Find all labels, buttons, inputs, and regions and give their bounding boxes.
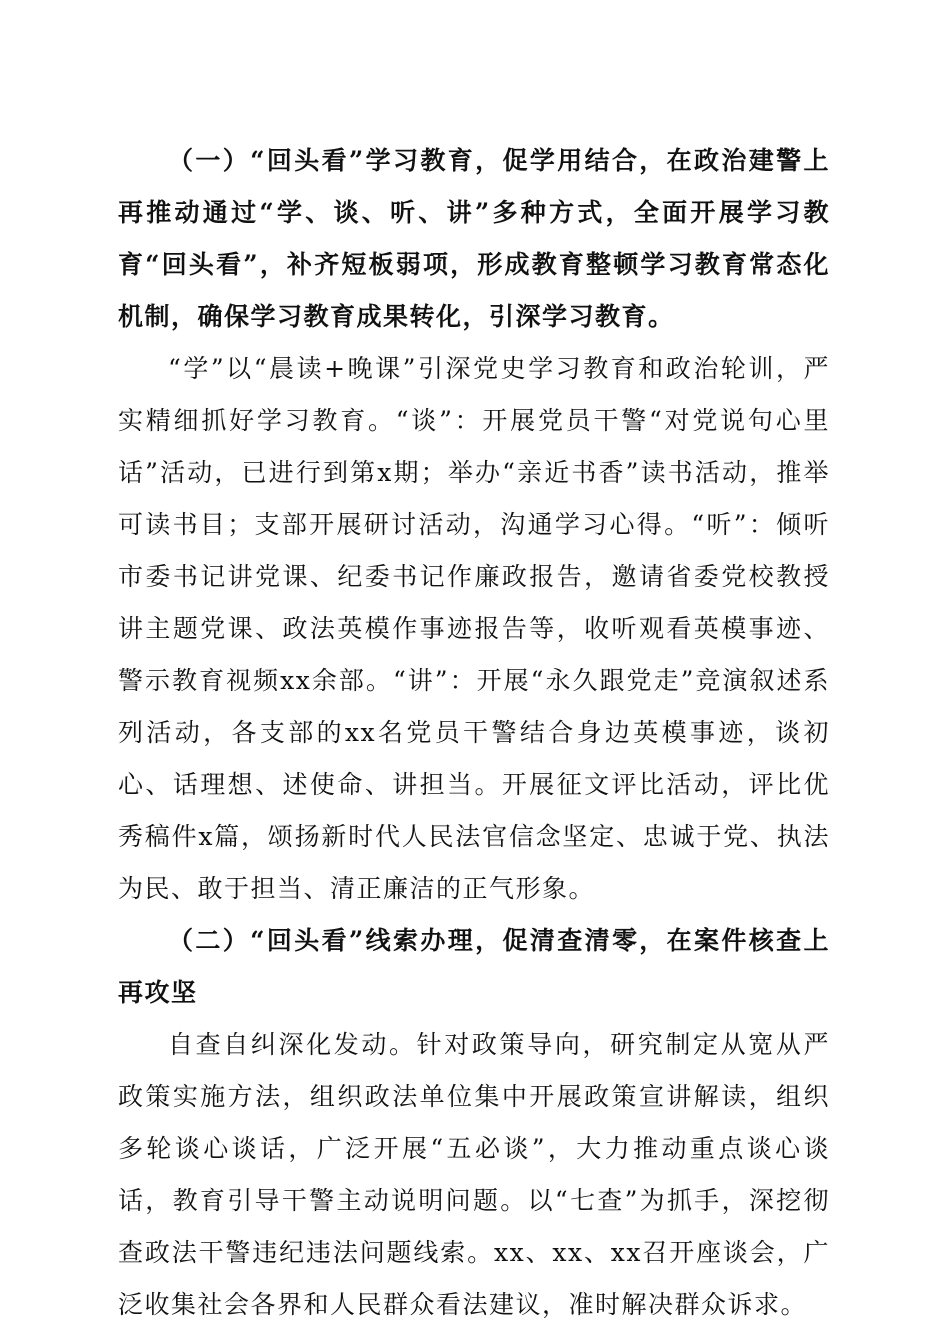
section-heading-1: （一）“回头看”学习教育，促学用结合，在政治建警上再推动通过“学、谈、听、讲”多种方式，全面开展学习教育“回头看”，补齐短板弱项，形成教育整顿学习教育常态化机制，确保学习教育成果转化，引深学习教育。 bbox=[118, 146, 830, 331]
section-heading-2: （二）“回头看”线索办理，促清查清零，在案件核查上再攻坚 bbox=[118, 926, 830, 1007]
body-paragraph-2: 自查自纠深化发动。针对政策导向，研究制定从宽从严政策实施方法，组织政法单位集中开展政策宣讲解读，组织多轮谈心谈话，广泛开展“五必谈”，大力推动重点谈心谈话，教育引导干警主动说明问题。以“七查”为抓手，深挖彻查政法干警违纪违法问题线索。xx、xx、xx召开座谈会，广泛收集社会各界和人民群众看法建议，准时解决群众诉求。 bbox=[118, 1030, 830, 1319]
document-body bbox=[118, 135, 830, 1331]
body-paragraph-1: “学”以“晨读+晚课”引深党史学习教育和政治轮训，严实精细抓好学习教育。“谈”：开展党员干警“对党说句心里话”活动，已进行到第x期；举办“亲近书香”读书活动，推举可读书目；支部开展研讨活动，沟通学习心得。“听”：倾听市委书记讲党课、纪委书记作廉政报告，邀请省委党校教授讲主题党课、政法英模作事迹报告等，收听观看英模事迹、警示教育视频xx余部。“讲”：开展“永久跟党走”竞演叙述系列活动，各支部的xx名党员干警结合身边英模事迹，谈初心、话理想、述使命、讲担当。开展征文评比活动，评比优秀稿件x篇，颂扬新时代人民法官信念坚定、忠诚于党、执法为民、敢于担当、清正廉洁的正气形象。 bbox=[118, 354, 830, 903]
